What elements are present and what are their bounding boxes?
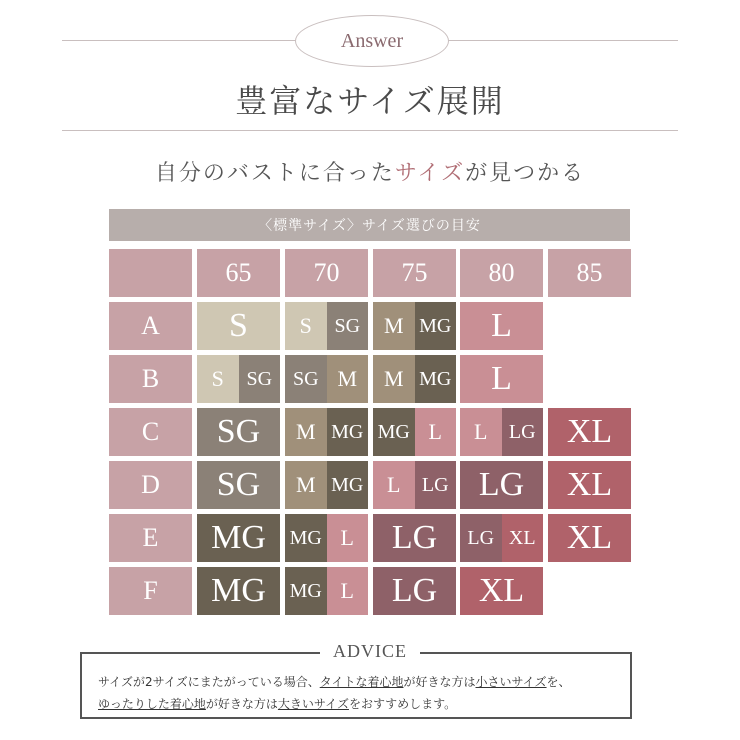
row-header-D: D	[109, 461, 192, 509]
size-half-SG: SG	[327, 302, 369, 350]
subtitle	[0, 156, 740, 187]
column-header-70: 70	[285, 249, 368, 297]
advice-text-part: を、	[546, 675, 571, 689]
advice-underline-small-size: 小さいサイズ	[475, 675, 547, 689]
size-cell-E-80	[460, 514, 543, 562]
column-header-75: 75	[373, 249, 456, 297]
row-header-F: F	[109, 567, 192, 615]
advice-text-part: が好きな方は	[205, 697, 278, 711]
top-rule-right	[446, 40, 678, 41]
size-half-MG: MG	[415, 355, 457, 403]
advice-underline-large-size: 大きいサイズ	[277, 697, 349, 711]
answer-oval-label: Answer	[295, 15, 449, 67]
size-half-L: L	[373, 461, 415, 509]
advice-underline-tight: タイトな着心地	[319, 675, 404, 689]
size-half-LG: LG	[415, 461, 457, 509]
size-half-LG: LG	[460, 514, 502, 562]
size-cell-B-70	[285, 355, 368, 403]
size-half-L: L	[327, 514, 369, 562]
size-cell-C-85: XL	[548, 408, 631, 456]
size-cell-E-75: LG	[373, 514, 456, 562]
size-half-MG: MG	[327, 461, 369, 509]
size-half-MG: MG	[327, 408, 369, 456]
size-cell-C-75	[373, 408, 456, 456]
size-cell-A-75	[373, 302, 456, 350]
size-cell-B-80: L	[460, 355, 543, 403]
size-cell-C-80	[460, 408, 543, 456]
size-cell-C-70	[285, 408, 368, 456]
advice-text	[98, 671, 618, 715]
size-half-MG: MG	[285, 567, 327, 615]
row-header-B: B	[109, 355, 192, 403]
size-cell-E-85: XL	[548, 514, 631, 562]
top-rule-left	[62, 40, 296, 41]
advice-line-2	[98, 693, 618, 715]
size-cell-F-70	[285, 567, 368, 615]
size-half-L: L	[415, 408, 457, 456]
table-corner-cell	[109, 249, 192, 297]
table-caption: 〈標準サイズ〉サイズ選びの目安	[109, 209, 630, 241]
subtitle-prefix: 自分のバストに合った	[154, 161, 395, 186]
size-cell-E-65: MG	[197, 514, 280, 562]
title-rule	[62, 130, 678, 131]
row-header-C: C	[109, 408, 192, 456]
size-half-MG: MG	[415, 302, 457, 350]
column-header-85: 85	[548, 249, 631, 297]
size-half-SG: SG	[239, 355, 281, 403]
size-cell-A-80: L	[460, 302, 543, 350]
size-cell-D-70	[285, 461, 368, 509]
advice-text-part: サイズが2サイズにまたがっている場合、	[98, 675, 320, 689]
advice-text-part: が好きな方は	[403, 675, 476, 689]
size-half-L: L	[460, 408, 502, 456]
size-half-MG: MG	[285, 514, 327, 562]
size-half-M: M	[285, 461, 327, 509]
size-cell-F-80: XL	[460, 567, 543, 615]
size-cell-B-75	[373, 355, 456, 403]
column-header-80: 80	[460, 249, 543, 297]
row-header-A: A	[109, 302, 192, 350]
advice-line-1	[98, 671, 618, 693]
size-half-MG: MG	[373, 408, 415, 456]
size-cell-F-75: LG	[373, 567, 456, 615]
size-half-M: M	[327, 355, 369, 403]
column-header-65: 65	[197, 249, 280, 297]
size-cell-D-85: XL	[548, 461, 631, 509]
size-cell-F-65: MG	[197, 567, 280, 615]
size-cell-D-65: SG	[197, 461, 280, 509]
subtitle-suffix: が見つかる	[465, 161, 586, 186]
size-half-S: S	[285, 302, 327, 350]
size-half-L: L	[327, 567, 369, 615]
size-cell-C-65: SG	[197, 408, 280, 456]
size-half-M: M	[373, 355, 415, 403]
size-cell-E-70	[285, 514, 368, 562]
size-half-XL: XL	[502, 514, 544, 562]
size-half-M: M	[373, 302, 415, 350]
size-cell-A-65: S	[197, 302, 280, 350]
subtitle-accent: サイズ	[394, 161, 466, 186]
size-cell-D-75	[373, 461, 456, 509]
size-cell-B-65	[197, 355, 280, 403]
page-title: 豊富なサイズ展開	[235, 82, 505, 120]
size-half-SG: SG	[285, 355, 327, 403]
advice-text-part: をおすすめします。	[348, 697, 457, 711]
size-half-S: S	[197, 355, 239, 403]
row-header-E: E	[109, 514, 192, 562]
size-half-LG: LG	[502, 408, 544, 456]
size-cell-A-70	[285, 302, 368, 350]
advice-title: ADVICE	[333, 641, 407, 661]
advice-underline-loose: ゆったりした着心地	[98, 697, 206, 711]
size-cell-D-80: LG	[460, 461, 543, 509]
size-half-M: M	[285, 408, 327, 456]
